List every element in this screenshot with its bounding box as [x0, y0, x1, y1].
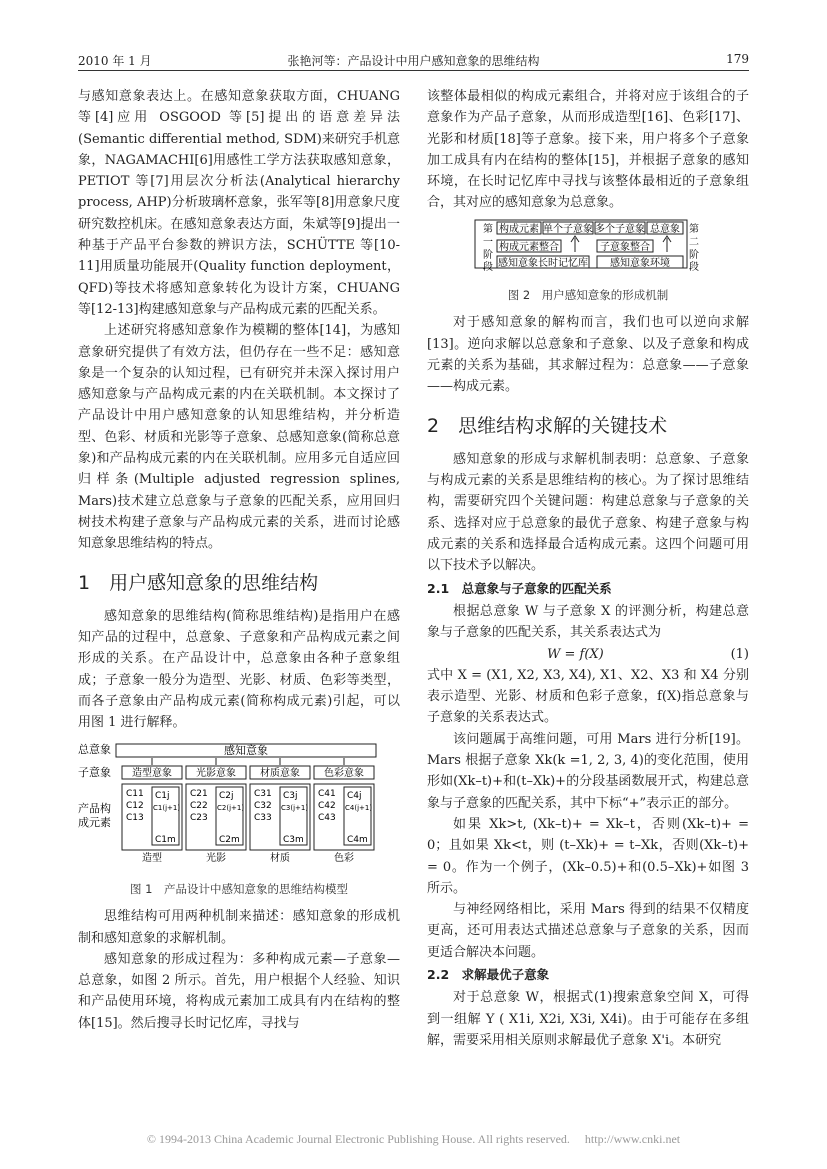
fig1-group-label: 色彩 — [334, 852, 354, 864]
equation-1 — [427, 644, 749, 665]
header-date: 2010 年 1 月 — [78, 54, 152, 68]
figure-2-diagram — [427, 218, 749, 276]
svg-text:段: 段 — [689, 261, 699, 273]
fig2-box: 构成元素整合 — [499, 241, 559, 253]
header-rule — [78, 70, 749, 71]
section-heading-1: 1 用户感知意象的思维结构 — [78, 571, 319, 594]
fig1-cell: C11 — [126, 788, 144, 799]
fig1-sub-label: 光影意象 — [196, 767, 236, 779]
section-heading-2: 2 思维结构求解的关键技术 — [427, 414, 668, 437]
equation-body: W = f(X) — [547, 646, 604, 662]
paragraph: 与感知意象表达上。在感知意象获取方面，CHUANG 等[4]应用 OSGOOD 等[5]提出的语意差异法(Semantic differential method, SDM)来研究手机意象，NAGAMACHI[6]用感性工学方法获取感知意象，PETIOT 等[7]用层次分析法(Analytical hierarchy process, AHP)分析玻璃杯意象，张军等[8]用意象尺度研究数控机床。在感知意象表达方面，朱斌等[9]提出一种基于产品平台参数的辨识方法，SCHÜTTE 等[10-11]用质量功能展开(Quality function deployment，QFD)等技术将感知意象转化为设计方案，CHUANG 等[12-13]构建感知意象与产品构成元素的匹配关系。 — [78, 89, 400, 317]
fig2-box: 子意象整合 — [600, 241, 650, 253]
fig1-cell: C4m — [347, 834, 368, 845]
fig1-cell: C4(j+1) — [345, 803, 373, 812]
subsection-heading-2-1: 2.1 总意象与子意象的匹配关系 — [427, 580, 612, 596]
paragraph: 该问题属于高维问题，可用 Mars 进行分析[19]。Mars 根据子意象 Xk(k =1, 2, 3, 4)的变化范围，使用形如(Xk–t)+和(t–Xk)+的分段基函数展开式，构建总意象与子意象的匹配关系，其中下标“+”表示正的部分。 — [427, 731, 749, 811]
paragraph: 感知意象的思维结构(简称思维结构)是指用户在感知产品的过程中，总意象、子意象和产品构成元素之间形成的关系。在产品设计中，总意象由各种子意象组成；子意象一般分为造型、光影、材质、色彩等类型，而各子意象由产品构成元素(简称构成元素)引起，可以用图 1 进行解释。 — [78, 608, 400, 731]
figure-1 — [78, 740, 400, 901]
copyright-footer: © 1994-2013 China Academic Journal Electronic Publishing House. All rights reserved. http://www.cnki.net — [146, 1132, 681, 1146]
fig1-cell: C4j — [347, 790, 362, 801]
fig1-group-label: 造型 — [142, 852, 162, 864]
fig1-cell: C3j — [283, 790, 298, 801]
figure-2-caption: 图 2 用户感知意象的形成机制 — [507, 288, 669, 303]
fig1-cell: C22 — [190, 800, 208, 811]
fig1-cell: C1j — [155, 790, 170, 801]
paragraph: 感知意象的形成过程为：多种构成元素—子意象—总意象，如图 2 所示。首先，用户根据个人经验、知识和产品使用环境，将构成元素加工成具有内在结构的整体[15]。然后搜寻长时记忆库，寻找与 — [78, 951, 400, 1031]
fig1-cell: C3m — [283, 834, 304, 845]
fig1-label-total: 总意象 — [78, 742, 111, 756]
fig1-cell: C21 — [190, 788, 208, 799]
svg-text:一: 一 — [483, 236, 493, 248]
fig1-total-box-label: 感知意象 — [224, 743, 268, 757]
paragraph: 思维结构可用两种机制来描述：感知意象的形成机制和感知意象的求解机制。 — [78, 909, 400, 946]
fig2-box: 构成元素 — [499, 223, 539, 235]
svg-text:段: 段 — [483, 261, 493, 273]
paragraph: 根据总意象 W 与子意象 X 的评测分析，构建总意象与子意象的匹配关系，其关系表达式为 — [427, 603, 749, 641]
fig2-box: 多个子意象 — [595, 223, 645, 235]
paragraph: 与神经网络相比，采用 Mars 得到的结果不仅精度更高，还可用表达式描述总意象与子意象的关系，因而更适合解决本问题。 — [427, 902, 749, 960]
paragraph: 感知意象的形成与求解机制表明：总意象、子意象与构成元素的关系是思维结构的核心。为了探讨思维结构，需要研究四个关键问题：构建总意象与子意象的关系、选择对应于总意象的最优子意象、构建子意象与构成元素的关系和选择最合适构成元素。这四个问题可用以下技术予以解决。 — [427, 451, 749, 574]
fig2-stage1: 第 — [483, 223, 493, 235]
svg-text:阶: 阶 — [483, 249, 493, 261]
svg-text:阶: 阶 — [689, 249, 699, 261]
fig2-box: 感知意象环境 — [610, 257, 670, 269]
fig1-cell: C33 — [254, 812, 272, 823]
fig1-cell: C23 — [190, 812, 208, 823]
figure-1-caption: 图 1 产品设计中感知意象的思维结构模型 — [130, 881, 348, 896]
svg-text:二: 二 — [689, 236, 699, 248]
fig1-label-elem2: 成元素 — [78, 815, 111, 829]
paragraph: 该整体最相似的构成元素组合，并将对应于该组合的子意象作为产品子意象，从而形成造型[16]、色彩[17]、光影和材质[18]等子意象。接下来，用户将多个子意象加工成具有内在结构的整体[15]，并根据子意象的感知环境，在长时记忆库中寻找与该整体最相近的子意象组合，其对应的感知意象为总意象。 — [427, 89, 749, 211]
fig1-sub-label: 色彩意象 — [324, 767, 364, 779]
right-column — [427, 86, 749, 1051]
fig1-label-elem1: 产品构 — [78, 801, 111, 815]
fig1-cell: C31 — [254, 788, 272, 799]
header-title: 张艳河等：产品设计中用户感知意象的思维结构 — [287, 54, 540, 68]
left-column — [78, 86, 400, 1034]
fig1-cell: C42 — [318, 800, 336, 811]
fig1-cell: C12 — [126, 800, 144, 811]
fig1-cell: C1(j+1) — [153, 803, 181, 812]
fig2-box: 总意象 — [650, 223, 680, 235]
fig1-cell: C2j — [219, 790, 234, 801]
paragraph: 如果 Xk>t, (Xk–t)+ = Xk–t，否则(Xk–t)+ = 0；且如果 Xk<t，则 (t–Xk)+ = t–Xk，否则(Xk–t)+ = 0。作为一个例子，(Xk–0.5)+和(0.5–Xk)+如图 3 所示。 — [427, 816, 749, 896]
fig1-sub-label: 材质意象 — [260, 767, 300, 779]
fig1-cell: C1m — [155, 834, 176, 845]
fig1-label-sub: 子意象 — [78, 765, 111, 779]
fig1-cell: C43 — [318, 812, 336, 823]
equation-number: (1) — [730, 646, 749, 662]
fig1-cell: C32 — [254, 800, 272, 811]
paragraph: 对于感知意象的解构而言，我们也可以逆向求解[13]。逆向求解以总意象和子意象、以及子意象和构成元素的关系为基础，其求解过程为：总意象——子意象——构成元素。 — [427, 315, 749, 395]
paragraph: 对于总意象 W，根据式(1)搜索意象空间 X，可得到一组解 Y ( X1i, X2i, X3i, X4i)。由于可能存在多组解，需要采用相关原则求解最优子意象 X'i。本研究 — [427, 990, 749, 1048]
fig2-box: 感知意象长时记忆库 — [498, 257, 588, 269]
paragraph: 式中 X = (X1, X2, X3, X4), X1、X2、X3 和 X4 分别表示造型、光影、材质和色彩子意象，f(X)指总意象与子意象的关系表达式。 — [427, 667, 749, 726]
fig1-cell: C41 — [318, 788, 336, 799]
fig1-cell: C2(j+1) — [217, 803, 245, 812]
header-page-number: 179 — [726, 52, 749, 66]
paragraph: 上述研究将感知意象作为模糊的整体[14]，为感知意象研究提供了有效方法，但仍存在一些不足：感知意象是一个复杂的认知过程，已有研究并未深入探讨用户感知意象与产品构成元素的内在关联机制。本文探讨了产品设计中用户感知意象的认知思维结构，并分析造型、色彩、材质和光影等子意象、总感知意象(简称总意象)和产品构成元素的内在关联机制。应用多元自适应回归样条(Multiple adjusted regression splines, Mars)技术建立总意象与子意象的匹配关系，应用回归树技术构建子意象与产品构成元素的关系，进而讨论感知意象思维结构的特点。 — [78, 323, 400, 552]
figure-1-diagram — [78, 740, 400, 870]
fig1-cell: C2m — [219, 834, 240, 845]
figure-2 — [427, 218, 749, 307]
fig1-cell: C13 — [126, 812, 144, 823]
fig2-stage2: 第 — [689, 223, 699, 235]
fig1-sub-label: 造型意象 — [132, 767, 172, 779]
subsection-heading-2-2: 2.2 求解最优子意象 — [427, 966, 550, 982]
fig1-group-label: 光影 — [206, 852, 226, 864]
fig1-group-label: 材质 — [270, 852, 290, 864]
fig2-box: 单个子意象 — [543, 223, 593, 235]
fig1-cell: C3(j+1) — [281, 803, 309, 812]
